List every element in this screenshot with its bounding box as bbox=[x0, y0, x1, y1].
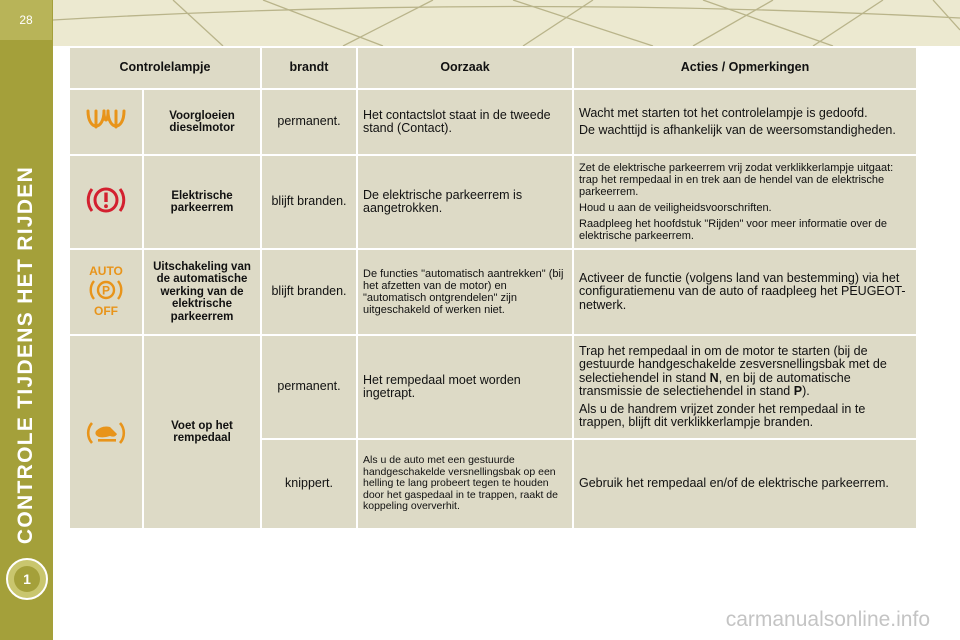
oorzaak-cell: Het contactslot staat in de tweede stand (Contact). bbox=[357, 89, 573, 155]
acties-cell bbox=[573, 89, 917, 155]
icon-cell bbox=[69, 249, 143, 335]
table-row bbox=[69, 89, 917, 155]
acties-line: Wacht met starten tot het controlelampje is gedoofd. bbox=[579, 105, 868, 120]
oorzaak-cell: Het rempedaal moet worden ingetrapt. bbox=[357, 335, 573, 439]
header-banner bbox=[53, 0, 960, 46]
acties-cell bbox=[573, 335, 917, 439]
brandt-cell: blijft branden. bbox=[261, 155, 357, 249]
acties-line: Als u de handrem vrijzet zonder het rempedaal in te trappen, blijft dit verklikkerlampje branden. bbox=[579, 401, 866, 429]
header-oorzaak: Oorzaak bbox=[357, 47, 573, 89]
acties-line: Houd u aan de veiligheidsvoorschriften. bbox=[579, 202, 772, 214]
page-number: 28 bbox=[0, 0, 52, 40]
acties-line: Raadpleeg het hoofdstuk "Rijden" voor meer informatie over de elektrische parkeerrem. bbox=[579, 218, 888, 242]
chapter-badge bbox=[6, 558, 48, 600]
brandt-cell: permanent. bbox=[261, 335, 357, 439]
table-row bbox=[69, 155, 917, 249]
oorzaak-cell: De elektrische parkeerrem is aangetrokken. bbox=[357, 155, 573, 249]
acties-line: De wachttijd is afhankelijk van de weersomstandigheden. bbox=[579, 123, 896, 137]
acties-line: Zet de elektrische parkeerrem vrij zodat verklikkerlampje uitgaat: trap het rempedaal in en trek aan de hendel van de elektrische parkeerrem. bbox=[579, 162, 894, 198]
oorzaak-cell: De functies "automatisch aantrekken" (bij het afzetten van de motor) en "automatisch ontgrendelen" zijn uitgeschakeld of werken niet. bbox=[357, 249, 573, 335]
glow-plug-icon bbox=[85, 107, 127, 133]
brandt-cell: knippert. bbox=[261, 439, 357, 529]
oorzaak-cell: Als u de auto met een gestuurde handgeschakelde versnellingsbak op een helling te lang probeert tegen te houden door het gaspedaal in te trappen, raakt de koppeling oververhit. bbox=[357, 439, 573, 529]
lamp-name: Voet op het rempedaal bbox=[143, 335, 261, 529]
icon-auto-label: AUTO bbox=[89, 264, 123, 279]
header-acties: Acties / Opmerkingen bbox=[573, 47, 917, 89]
icon-cell bbox=[69, 89, 143, 155]
acties-line: Trap het rempedaal in om de motor te starten (bij de gestuurde handgeschakelde zesversnellingsbak met de selectiehendel in stand N, en bij de automatische transmissie de selectiehendel in stand P). bbox=[579, 343, 887, 398]
lamp-name: Uitschakeling van de automatische werking van de elektrische parkeerrem bbox=[143, 249, 261, 335]
brandt-cell: permanent. bbox=[261, 89, 357, 155]
icon-p-letter: P bbox=[101, 283, 111, 298]
table-row bbox=[69, 335, 917, 439]
acties-cell: Gebruik het rempedaal en/of de elektrische parkeerrem. bbox=[573, 439, 917, 529]
lamp-name: Voorgloeien dieselmotor bbox=[143, 89, 261, 155]
foot-on-brake-icon bbox=[86, 415, 126, 445]
acties-cell bbox=[573, 155, 917, 249]
warning-lamp-table bbox=[68, 46, 918, 530]
parking-brake-icon bbox=[86, 183, 126, 217]
acties-cell: Activeer de functie (volgens land van bestemming) via het configuratiemenu van de auto of raadpleeg het PEUGEOT-netwerk. bbox=[573, 249, 917, 335]
icon-cell bbox=[69, 335, 143, 529]
table-header-row bbox=[69, 47, 917, 89]
brandt-cell: blijft branden. bbox=[261, 249, 357, 335]
table-row bbox=[69, 249, 917, 335]
gear-p: P bbox=[793, 384, 803, 398]
header-controlelampje: Controlelampje bbox=[69, 47, 261, 89]
header-brandt: brandt bbox=[261, 47, 357, 89]
chapter-sidebar bbox=[0, 0, 53, 640]
auto-parking-off-icon bbox=[84, 263, 128, 317]
chapter-number: 1 bbox=[14, 566, 40, 592]
banner-lines bbox=[53, 0, 960, 46]
gear-n: N bbox=[709, 370, 719, 385]
icon-cell bbox=[69, 155, 143, 249]
lamp-name: Elektrische parkeerrem bbox=[143, 155, 261, 249]
chapter-title: CONTROLE TIJDENS HET RIJDEN bbox=[14, 165, 37, 545]
watermark: carmanualsonline.info bbox=[725, 608, 930, 631]
icon-off-label: OFF bbox=[94, 304, 118, 318]
